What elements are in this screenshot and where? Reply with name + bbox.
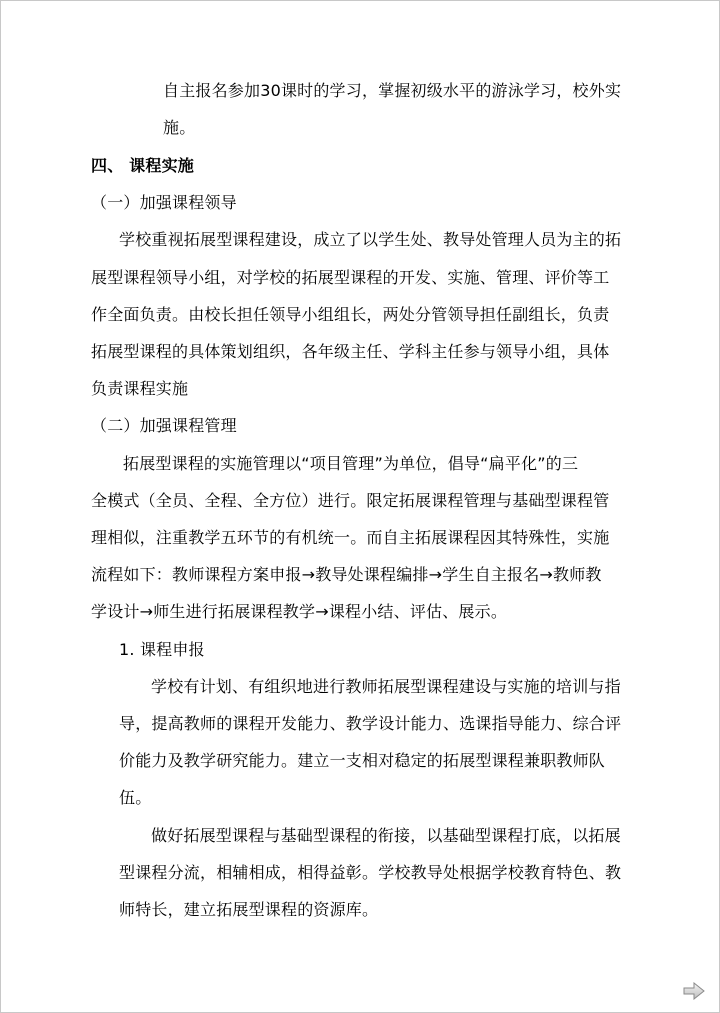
paragraph-line: 理相似，注重教学五环节的有机统一。而自主拓展课程因其特殊性，实施: [91, 528, 610, 547]
subsection-heading: （二）加强课程管理: [91, 416, 237, 435]
paragraph-line: 价能力及教学研究能力。建立一支相对稳定的拓展型课程兼职教师队: [119, 751, 606, 770]
paragraph-line: 拓展型课程的具体策划组织，各年级主任、学科主任参与领导小组，具体: [91, 342, 610, 361]
paragraph-line: 伍。: [119, 788, 152, 807]
paragraph-line: 负责课程实施: [91, 379, 189, 398]
section-heading: 四、 课程实施: [91, 156, 194, 175]
paragraph-line: 施。: [163, 118, 196, 137]
paragraph-line: 展型课程领导小组，对学校的拓展型课程的开发、实施、管理、评价等工: [91, 268, 610, 287]
paragraph-line: 做好拓展型课程与基础型课程的衔接，以基础型课程打底，以拓展: [151, 826, 621, 845]
paragraph-line: 师特长，建立拓展型课程的资源库。: [119, 900, 379, 919]
paragraph-line: 作全面负责。由校长担任领导小组组长，两处分管领导担任副组长，负责: [91, 305, 610, 324]
paragraph-line: 学设计→师生进行拓展课程教学→课程小结、评估、展示。: [91, 602, 508, 621]
paragraph-line: 导，提高教师的课程开发能力、教学设计能力、选课指导能力、综合评: [119, 714, 622, 733]
paragraph-line: 型课程分流，相辅相成，相得益彰。学校教导处根据学校教育特色、教: [119, 863, 622, 882]
paragraph-line: 学校重视拓展型课程建设，成立了以学生处、教导处管理人员为主的拓: [119, 230, 622, 249]
next-page-arrow-icon[interactable]: [683, 982, 705, 1000]
numbered-heading: 1. 课程申报: [119, 640, 205, 659]
paragraph-line: 自主报名参加30课时的学习，掌握初级水平的游泳学习，校外实: [163, 81, 622, 100]
paragraph-line: 全模式（全员、全程、全方位）进行。限定拓展课程管理与基础型课程管: [91, 491, 610, 510]
paragraph-line: 学校有计划、有组织地进行教师拓展型课程建设与实施的培训与指: [151, 677, 621, 696]
subsection-heading: （一）加强课程领导: [91, 193, 237, 212]
paragraph-line: 拓展型课程的实施管理以“项目管理”为单位，倡导“扁平化”的三: [123, 454, 579, 473]
paragraph-line: 流程如下：教师课程方案申报→教导处课程编排→学生自主报名→教师教: [91, 565, 602, 584]
